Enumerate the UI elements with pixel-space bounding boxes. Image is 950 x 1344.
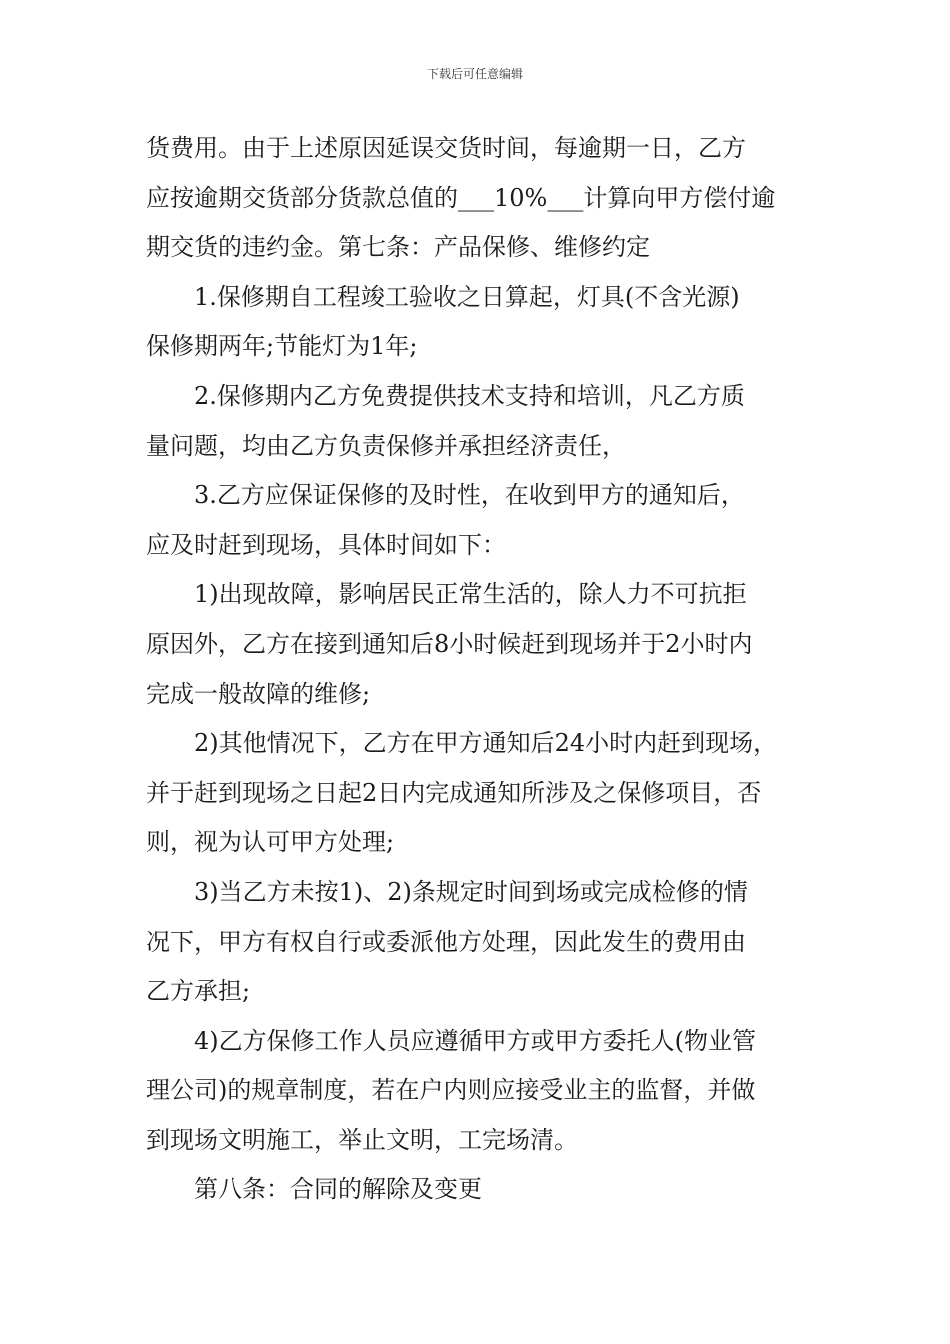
text-line: 理公司)的规章制度，若在户内则应接受业主的监督，并做 [146,1076,756,1105]
section-heading: 第八条：合同的解除及变更 [194,1175,482,1204]
text-line: 3.乙方应保证保修的及时性，在收到甲方的通知后， [194,481,745,510]
text-line: 2)其他情况下，乙方在甲方通知后24小时内赶到现场， [194,729,778,758]
text-line: 货费用。由于上述原因延误交货时间，每逾期一日，乙方 [146,134,746,162]
text-line: 原因外，乙方在接到通知后8小时候赶到现场并于2小时内 [146,629,753,658]
text-line: 期交货的违约金。第七条：产品保修、维修约定 [146,233,650,262]
text-line: 完成一般故障的维修; [146,679,371,708]
text-line: 4)乙方保修工作人员应遵循甲方或甲方委托人(物业管 [194,1026,756,1055]
text-line: 则，视为认可甲方处理; [146,828,395,857]
text-line: 3)当乙方未按1)、2)条规定时间到场或完成检修的情 [194,877,748,906]
text-line: 1.保修期自工程竣工验收之日算起，灯具(不含光源) [194,282,740,311]
text-line: 保修期两年;节能灯为1年; [146,332,418,361]
page-header-note: 下载后可任意编辑 [426,67,523,81]
text-line: 1)出现故障，影响居民正常生活的，除人力不可抗拒 [194,580,747,609]
text-line: 并于赶到现场之日起2日内完成通知所涉及之保修项目，否 [146,778,762,807]
document-body [146,124,836,1215]
text-line: 乙方承担; [146,977,251,1006]
text-line: 2.保修期内乙方免费提供技术支持和培训，凡乙方质 [194,381,745,410]
text-line: 量问题，均由乙方负责保修并承担经济责任， [146,431,626,460]
text-line: 到现场文明施工，举止文明，工完场清。 [146,1125,578,1154]
text-line: 应及时赶到现场，具体时间如下： [146,530,506,559]
text-line: 况下，甲方有权自行或委派他方处理，因此发生的费用由 [146,927,746,956]
text-line: 应按逾期交货部分货款总值的___10%___计算向甲方偿付逾 [146,183,776,212]
